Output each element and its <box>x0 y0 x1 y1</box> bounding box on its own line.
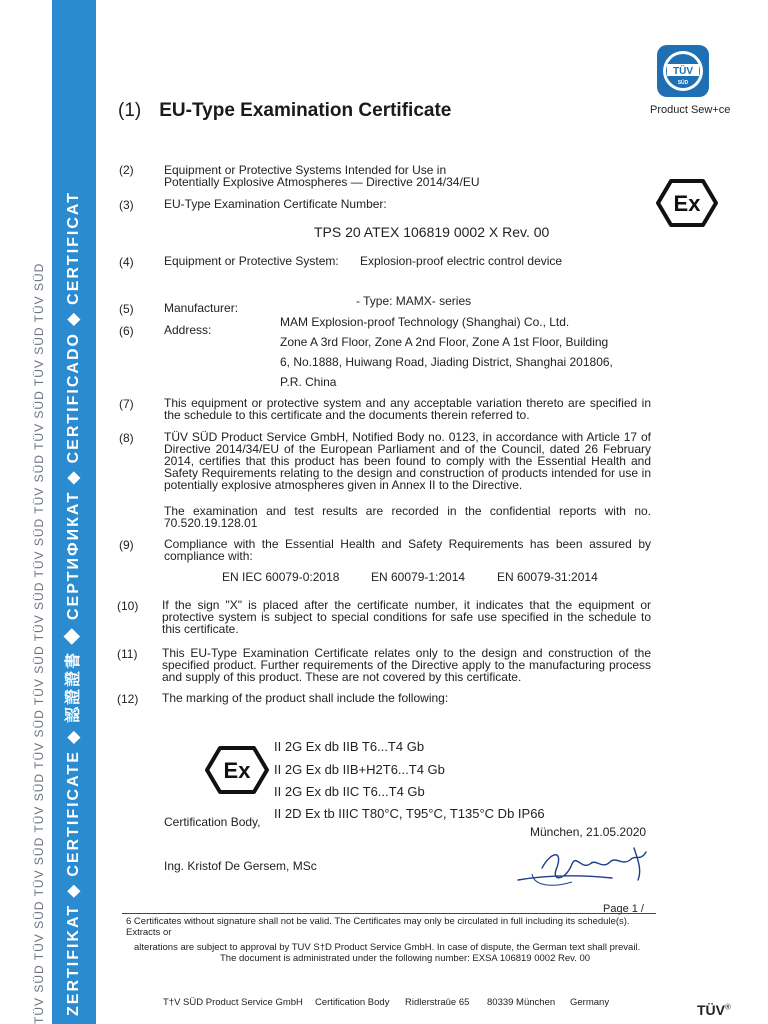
band-text: ZERTIFIKAT ◆ CERTIFICATE ◆ 認證證書 ◆ СЕРТИФИКАТ ◆ CERTIFICADO ◆ CERTIFICAT <box>65 190 82 1016</box>
logo-text: TÜV <box>673 66 693 77</box>
logo-caption: Product Sew+ce <box>650 104 731 116</box>
footer-note-1: 6 Certificates without signature shall not be valid. The Certificates may only be circulated in full including its schedule(s). Extracts or <box>126 916 630 938</box>
manufacturer-name: MAM Explosion-proof Technology (Shanghai) Co., Ltd. <box>280 315 570 329</box>
section-12-number: (12) <box>117 692 139 706</box>
section-8-number: (8) <box>119 431 134 445</box>
address-line-1: Zone A 3rd Floor, Zone A 2nd Floor, Zone A 1st Floor, Building <box>280 335 609 349</box>
footer-note-2: alterations are subject to approval by TUV S†D Product Service GmbH. In case of dispute, the German text shall prevail. <box>134 942 641 953</box>
standard-1: EN IEC 60079-0:2018 <box>222 570 340 584</box>
section-3-number: (3) <box>119 198 134 212</box>
section-11-text: This EU-Type Examination Certificate relates only to the design and construction of the specified product. Further requirements of the Directive apply to the manufacturing process and supply of this product. These are not covered by this certificate. <box>162 646 651 684</box>
standard-3: EN 60079-31:2014 <box>497 570 598 584</box>
section-4-label: Equipment or Protective System: <box>164 254 339 268</box>
tuv-sud-logo <box>656 44 710 98</box>
section-2-text: Equipment or Protective Systems Intended for Use in Potentially Explosive Atmospheres — Directive 2014/34/EU <box>164 163 480 189</box>
section-12-text: The marking of the product shall include the following: <box>162 691 449 705</box>
section-10-text: If the sign "X" is placed after the certificate number, it indicates that the equipment or protective system is subject to special conditions for safe use specified in the schedule to this certificate. <box>162 598 651 636</box>
section-9-text: Compliance with the Essential Health and Safety Requirements has been assured by compliance with: <box>164 537 651 563</box>
section-7-text: This equipment or protective system and any acceptable variation thereto are specified in the schedule to this certificate and the documents therein referred to. <box>164 396 651 422</box>
section-2-number: (2) <box>119 163 134 177</box>
footer-brand-text: TÜV <box>697 1002 725 1018</box>
footer-note-3: The document is administrated under the following number: EXSA 106819 0002 Rev. 00 <box>220 953 591 964</box>
svg-text:Ex: Ex <box>223 758 251 783</box>
section-7-number: (7) <box>119 397 134 411</box>
footer-divider <box>122 913 656 914</box>
title-number: (1) <box>118 100 142 121</box>
equipment-type: - Type: MAMX- series <box>356 294 472 308</box>
footer-brand-reg: ® <box>725 1002 731 1012</box>
section-4-number: (4) <box>119 255 134 269</box>
page-indicator: Page 1 / <box>603 903 644 915</box>
equipment-name: Explosion-proof electric control device <box>360 254 563 268</box>
ex-marking-icon <box>205 745 269 795</box>
certification-body-label: Certification Body, <box>164 815 261 829</box>
tuv-sud-watermark-strip <box>26 0 52 1024</box>
title-text: EU-Type Examination Certificate <box>159 100 452 121</box>
section-5-number: (5) <box>119 302 134 316</box>
footer-city: 80339 München <box>487 997 556 1008</box>
ex-hexagon-icon <box>656 178 718 228</box>
marking-line-1: II 2G Ex db IIB T6...T4 Gb <box>274 739 425 754</box>
marking-line-2: II 2G Ex db IIB+H2T6...T4 Gb <box>274 762 445 777</box>
footer-country: Germany <box>570 997 610 1008</box>
section-6-label: Address: <box>164 323 212 337</box>
section-8-reports: The examination and test results are recorded in the confidential reports with no. 70.520.19.128.01 <box>164 504 651 530</box>
watermark-text: TÜV SÜD TÜV SÜD TÜV SÜD TÜV SÜD TÜV SÜD TÜV SÜD TÜV SÜD TÜV SÜD TÜV SÜD TÜV SÜD TÜV SÜD TÜV SÜD <box>32 262 46 1024</box>
marking-line-4: II 2D Ex tb IIIC T80°C, T95°C, T135°C Db IP66 <box>274 806 545 821</box>
page-title <box>118 100 451 122</box>
logo-subtext: SÜD <box>677 80 689 86</box>
marking-line-3: II 2G Ex db IIC T6...T4 Gb <box>274 784 425 799</box>
place-and-date: München, 21.05.2020 <box>530 825 647 839</box>
address-line-2: 6, No.1888, Huiwang Road, Jiading District, Shanghai 201806, <box>280 355 613 369</box>
footer-company: T†V SÜD Product Service GmbH <box>163 997 303 1008</box>
section-8-text: TÜV SÜD Product Service GmbH, Notified Body no. 0123, in accordance with Article 17 of Directive 2014/34/EU of the European Parliament and of the Council, dated 26 February 2014, certifies that this product has been found to comply with the Essential Health and Safety Requirements relating to the design and construction of products intended for use in potentially explosive atmospheres given in Annex II to the Directive. <box>164 430 651 492</box>
section-9-number: (9) <box>119 538 134 552</box>
svg-text:Ex: Ex <box>673 191 701 216</box>
footer-unit: Certification Body <box>315 997 390 1008</box>
footer-street: Ridlerstraûe 65 <box>405 997 470 1008</box>
section-6-number: (6) <box>119 324 134 338</box>
address-line-3: P.R. China <box>280 375 337 389</box>
section-11-number: (11) <box>117 647 138 661</box>
standard-2: EN 60079-1:2014 <box>371 570 466 584</box>
signatory-name: Ing. Kristof De Gersem, MSc <box>164 859 317 873</box>
section-10-number: (10) <box>117 599 139 613</box>
certificate-multilingual-band <box>52 0 96 1024</box>
footer-brand <box>697 1002 731 1018</box>
section-3-label: EU-Type Examination Certificate Number: <box>164 197 387 211</box>
section-5-label: Manufacturer: <box>164 301 239 315</box>
certificate-number: TPS 20 ATEX 106819 0002 X Rev. 00 <box>314 224 550 240</box>
handwritten-signature <box>512 840 662 896</box>
